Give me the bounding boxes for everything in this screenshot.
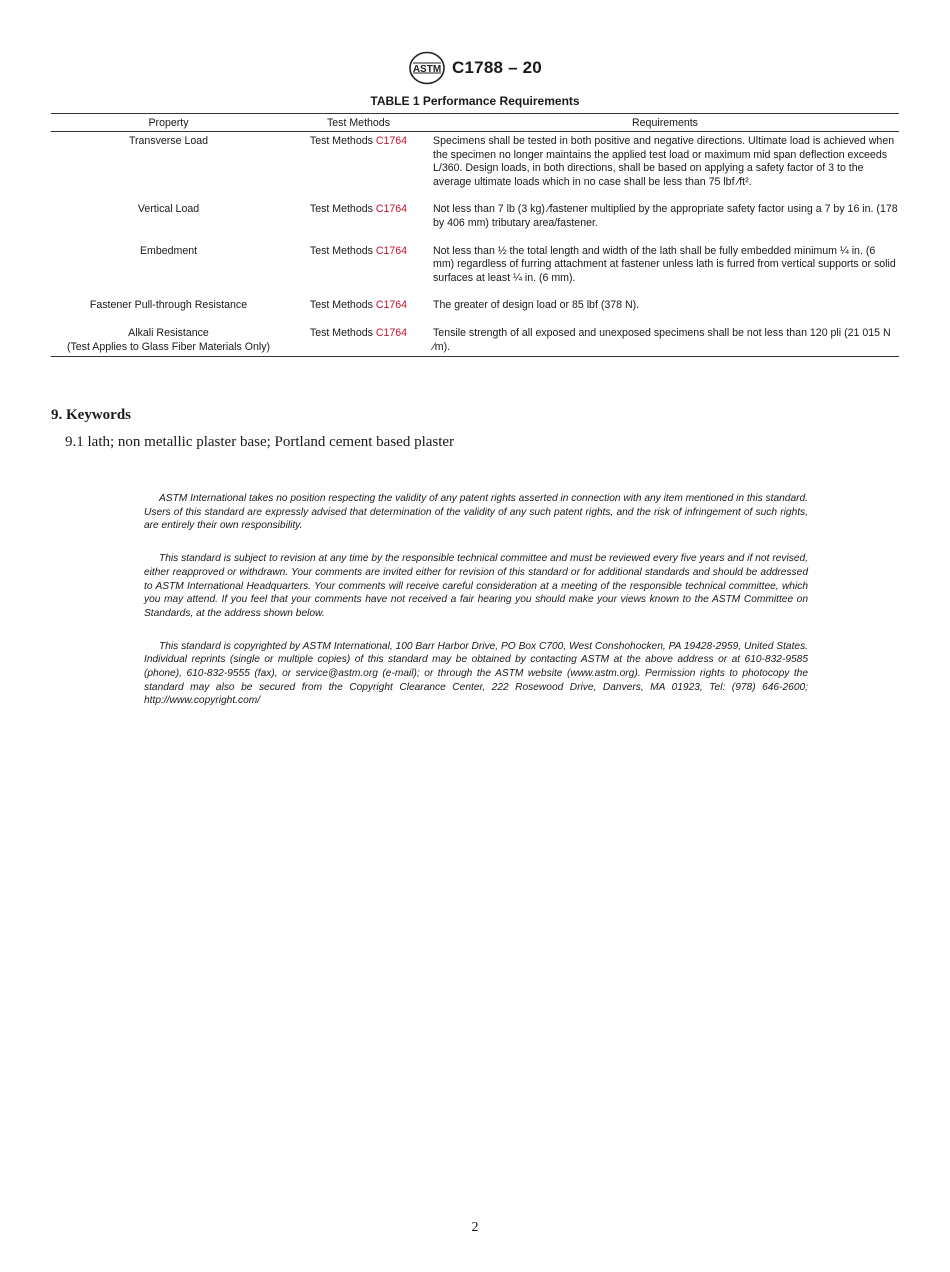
patent-notice: ASTM International takes no position respecting the validity of any patent rights asserted in connection with any item mentioned in this standard. Users of this standard are expressly advised that determination of the validity of any such patent rights, and the risk of infringement of such rights, are entirely their own responsibility.	[144, 493, 808, 532]
table-header-row	[51, 114, 899, 132]
requirement-text: The greater of design load or 85 lbf (378 N).	[433, 299, 640, 312]
standard-reference-link[interactable]: C1764	[375, 244, 408, 257]
property-cell	[51, 132, 286, 204]
section-body: 9.1 lath; non metallic plaster base; Portland cement based plaster	[65, 434, 455, 450]
requirement-text: Not less than 7 lb (3 kg) ⁄fastener multiplied by the appropriate safety factor using a 7 by 16 in. (178 by 406 mm) tributary area/fastener.	[433, 203, 898, 229]
property-name: Alkali Resistance	[128, 326, 209, 339]
astm-logo-icon	[408, 51, 446, 85]
property-cell	[51, 299, 286, 327]
revision-notice: This standard is subject to revision at any time by the responsible technical committee and must be reviewed every five years and if not revised, either reapproved or withdrawn. Your comments are invited either for revision of this standard or for additional standards and should be addressed to ASTM International Headquarters. Your comments will receive careful consideration at a meeting of the responsible technical committee, which you may attend. If you feel that your comments have not received a fair hearing you should make your views known to the ASTM Committee on Standards, at the address shown below.	[144, 553, 808, 619]
table-row	[51, 299, 899, 327]
requirement-text: Not less than ½ the total length and width of the lath shall be fully embedded minimum ¼ in. (6 mm) regardless of furring attachment at fastener unless lath is furred from vertical supports or solid surfaces at least ¼ in. (6 mm).	[433, 244, 896, 284]
property-name: Embedment	[139, 244, 198, 257]
test-method-cell	[286, 245, 431, 300]
test-method-label: Test Methods	[309, 326, 376, 339]
property-note: (Test Applies to Glass Fiber Materials Only)	[66, 340, 271, 353]
property-name: Fastener Pull-through Resistance	[89, 299, 248, 312]
section-heading: 9. Keywords	[51, 407, 131, 423]
column-header-requirements: Requirements	[431, 114, 899, 132]
column-header-test-methods: Test Methods	[286, 114, 431, 132]
table-row	[51, 203, 899, 244]
test-method-cell	[286, 327, 431, 357]
property-cell	[51, 245, 286, 300]
requirement-text: Tensile strength of all exposed and unexposed specimens shall be not less than 120 pli (21 015 N ⁄m).	[431, 327, 899, 357]
table-row	[51, 245, 899, 300]
table-row	[51, 132, 899, 204]
property-cell	[51, 327, 286, 357]
performance-requirements-table	[51, 113, 899, 357]
test-method-cell	[286, 203, 431, 244]
table-row	[51, 327, 899, 357]
copyright-notice: This standard is copyrighted by ASTM International, 100 Barr Harbor Drive, PO Box C700, West Conshohocken, PA 19428-2959, United States. Individual reprints (single or multiple copies) of this standard may be obtained by contacting ASTM at the above address or at 610-832-9585 (phone), 610-832-9555 (fax), or service@astm.org (e-mail); or through the ASTM website (www.astm.org). Permission rights to photocopy the standard may also be secured from the Copyright Clearance Center, 222 Rosewood Drive, Danvers, MA 01923, Tel: (978) 646-2600; http://www.copyright.com/	[144, 640, 808, 707]
requirement-text: Specimens shall be tested in both positive and negative directions. Ultimate load is achieved when the specimen no longer maintains the applied test load or maximum mid span deflection exceeds L/360. Design loads, in both directions, shall be based on applying a safety factor of 3 to the average ultimate loads which in no case shall be less than 75 lbf ⁄ft².	[433, 135, 895, 188]
test-method-cell	[286, 299, 431, 327]
test-method-label: Test Methods	[309, 135, 376, 147]
standard-reference-link[interactable]: C1764	[375, 299, 408, 312]
logo-text: ASTM	[412, 64, 442, 75]
test-method-label: Test Methods	[309, 244, 376, 257]
page-number: 2	[471, 1220, 479, 1235]
table-title: TABLE 1 Performance Requirements	[370, 94, 580, 108]
standard-reference-link[interactable]: C1764	[375, 135, 408, 147]
property-cell	[51, 203, 286, 244]
standard-reference-link[interactable]: C1764	[375, 326, 408, 339]
property-name: Transverse Load	[128, 135, 209, 147]
standard-reference-link[interactable]: C1764	[375, 203, 408, 216]
test-method-cell	[286, 132, 431, 204]
column-header-property: Property	[51, 114, 286, 132]
standard-designation: C1788 – 20	[452, 58, 542, 77]
document-header	[0, 51, 950, 85]
property-name: Vertical Load	[137, 203, 200, 216]
test-method-label: Test Methods	[309, 299, 376, 312]
notices-block	[144, 492, 808, 727]
test-method-label: Test Methods	[309, 203, 376, 216]
